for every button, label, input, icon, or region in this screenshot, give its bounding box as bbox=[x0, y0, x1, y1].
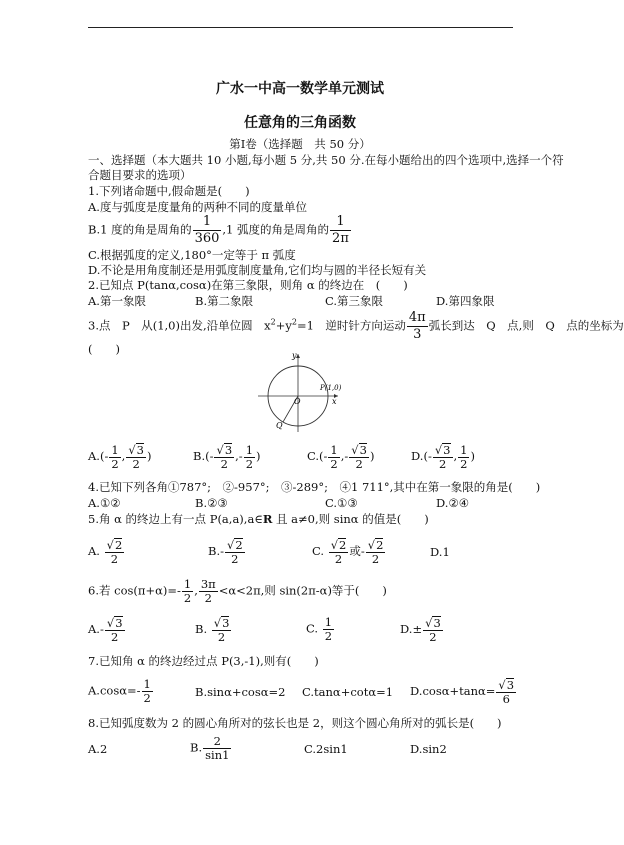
y-axis-arrow bbox=[296, 354, 300, 358]
q6-option-b: B. $\frac{√3}{2}$ bbox=[195, 616, 230, 644]
fraction: $\frac{1}{2\pi}$ bbox=[332, 214, 349, 246]
intro-line-2: 合题目要求的选项） bbox=[88, 168, 192, 182]
top-rule bbox=[88, 27, 513, 28]
q7-option-a: A.cosα=- $\frac{1}{2}$ bbox=[88, 677, 151, 705]
fraction: $\frac{√2}{2}$ bbox=[106, 538, 123, 566]
q3-stem: 3.点 P 从(1,0)出发,沿单位圆 $x^2+y^2=1$ 逆时针方向运动 $\frac{4\pi}{3}$ 弧长到达 Q 点,则 Q 点的坐标为 bbox=[88, 310, 624, 342]
fraction: $\frac{4\pi}{3}$ bbox=[408, 310, 426, 342]
page-subtitle: 任意角的三角函数 bbox=[244, 115, 356, 131]
fraction: $\frac{1}{360}$ bbox=[194, 214, 220, 246]
q8-option-d: D.sin2 bbox=[410, 742, 447, 756]
y-label: y bbox=[292, 351, 297, 360]
q2-option-d: D.第四象限 bbox=[436, 294, 495, 308]
fraction: $\frac{√2}{2}$ bbox=[367, 538, 384, 566]
q1-option-a: A.度与弧度是度量角的两种不同的度量单位 bbox=[88, 200, 307, 214]
q2-option-c: C.第三象限 bbox=[325, 294, 384, 308]
q4-option-a: A.①② bbox=[88, 496, 121, 510]
q7-option-b: B.sinα+cosα=2 bbox=[195, 685, 286, 699]
fraction: $\frac{√3}{2}$ bbox=[425, 616, 441, 644]
fraction: $\frac{1}{2}$ bbox=[111, 442, 119, 471]
q5-option-d: D.1 bbox=[430, 545, 450, 559]
q3-paren: ( ) bbox=[88, 342, 120, 356]
intro-line-1: 一、选择题（本大题共 10 小题,每小题 5 分,共 50 分.在每小题给出的四个选项中,选择一个符 bbox=[88, 153, 564, 167]
fraction: $\frac{√3}{2}$ bbox=[213, 616, 230, 644]
q6-option-d: D.± $\frac{√3}{2}$ bbox=[400, 616, 441, 644]
q4-stem: 4.已知下列各角①787°; ②-957°; ③-289°; ④1 711°,其中在第一象限的角是( ) bbox=[88, 480, 541, 494]
q8-option-a: A.2 bbox=[88, 742, 108, 756]
q5-option-b: B.- $\frac{√2}{2}$ bbox=[208, 538, 243, 566]
fraction: $\frac{√2}{2}$ bbox=[227, 538, 243, 566]
q3-option-b: B.(- $\frac{√3}{2}$ ,- $\frac{1}{2}$ ) bbox=[193, 442, 261, 471]
q1-option-c: C.根据弧度的定义,180°一定等于 π 弧度 bbox=[88, 248, 296, 262]
q1-option-b: B.1 度的角是周角的 $\frac{1}{360}$ ,1 弧度的角是周角的 $\frac{1}{2\pi}$ bbox=[88, 214, 349, 246]
fraction: $\frac{√3}{2}$ bbox=[351, 443, 367, 471]
q8-option-c: C.2sin1 bbox=[304, 742, 348, 756]
q3-option-c: C.(- $\frac{1}{2}$ ,- $\frac{√3}{2}$ ) bbox=[307, 442, 375, 471]
q5-stem: 5.角 α 的终边上有一点 P(a,a),a∈R 且 a≠0,则 sinα 的值是( ) bbox=[88, 512, 429, 526]
origin-label: O bbox=[294, 397, 301, 406]
q5-option-c: C. $\frac{√2}{2}$ 或- $\frac{√2}{2}$ bbox=[312, 538, 384, 566]
fraction: $\frac{1}{2}$ bbox=[143, 677, 151, 705]
fraction: $\frac{√2}{2}$ bbox=[330, 538, 347, 566]
page-title: 广水一中高一数学单元测试 bbox=[216, 81, 384, 97]
q2-option-b: B.第二象限 bbox=[195, 294, 254, 308]
q8-option-b: B. $\frac{2}{\sin 1}$ bbox=[190, 734, 230, 762]
q5-option-a: A. $\frac{√2}{2}$ bbox=[88, 538, 123, 566]
q1-stem: 1.下列诸命题中,假命题是( ) bbox=[88, 184, 250, 198]
fraction: $\frac{1}{2}$ bbox=[183, 577, 192, 605]
q4-option-b: B.②③ bbox=[195, 496, 228, 510]
fraction: $\frac{1}{2}$ bbox=[245, 442, 254, 471]
fraction: $\frac{1}{2}$ bbox=[460, 442, 468, 471]
fraction: $\frac{1}{2}$ bbox=[330, 442, 338, 471]
q2-option-a: A.第一象限 bbox=[88, 294, 146, 308]
fraction: $\frac{√3}{6}$ bbox=[498, 678, 515, 706]
q3-option-a: A.(- $\frac{1}{2}$ , $\frac{√3}{2}$ ) bbox=[88, 442, 152, 471]
point-q-label: Q bbox=[276, 421, 283, 430]
q3-option-d: D.(- $\frac{√3}{2}$ , $\frac{1}{2}$ ) bbox=[411, 442, 475, 471]
fraction: $\frac{√3}{2}$ bbox=[128, 443, 144, 471]
q7-stem: 7.已知角 α 的终边经过点 P(3,-1),则有( ) bbox=[88, 654, 319, 668]
q1-option-d: D.不论是用角度制还是用弧度制度量角,它们均与圆的半径长短有关 bbox=[88, 263, 427, 277]
fraction: $\frac{1}{2}$ bbox=[324, 615, 333, 643]
fraction: $\frac{√3}{2}$ bbox=[434, 443, 451, 471]
q6-option-c: C. $\frac{1}{2}$ bbox=[306, 615, 333, 643]
q6-stem: 6.若 cos(π+α)=- $\frac{1}{2}$ , $\frac{3\pi}{2}$ <α<2π,则 sin(2π-α)等于( ) bbox=[88, 577, 387, 605]
section-heading: 第Ⅰ卷（选择题 共 50 分） bbox=[229, 137, 371, 151]
fraction: $\frac{3\pi}{2}$ bbox=[200, 577, 216, 605]
point-p-label: P(1,0) bbox=[320, 384, 342, 392]
x-label: x bbox=[332, 397, 337, 406]
q2-stem: 2.已知点 P(tanα,cosα)在第三象限，则角 α 的终边在 ( ) bbox=[88, 278, 408, 292]
fraction: $\frac{√3}{2}$ bbox=[106, 616, 123, 644]
q7-option-c: C.tanα+cotα=1 bbox=[302, 685, 394, 699]
q7-option-d: D.cosα+tanα= $\frac{√3}{6}$ bbox=[410, 678, 515, 706]
fraction: $\frac{√3}{2}$ bbox=[216, 443, 233, 471]
q8-stem: 8.已知弧度数为 2 的圆心角所对的弦长也是 2，则这个圆心角所对的弧长是( ) bbox=[88, 716, 502, 730]
q4-option-c: C.①③ bbox=[325, 496, 358, 510]
unit-circle-figure bbox=[250, 348, 360, 433]
fraction: $\frac{2}{\sin 1}$ bbox=[205, 734, 230, 762]
q4-option-d: D.②④ bbox=[436, 496, 470, 510]
q6-option-a: A.- $\frac{√3}{2}$ bbox=[88, 616, 123, 644]
